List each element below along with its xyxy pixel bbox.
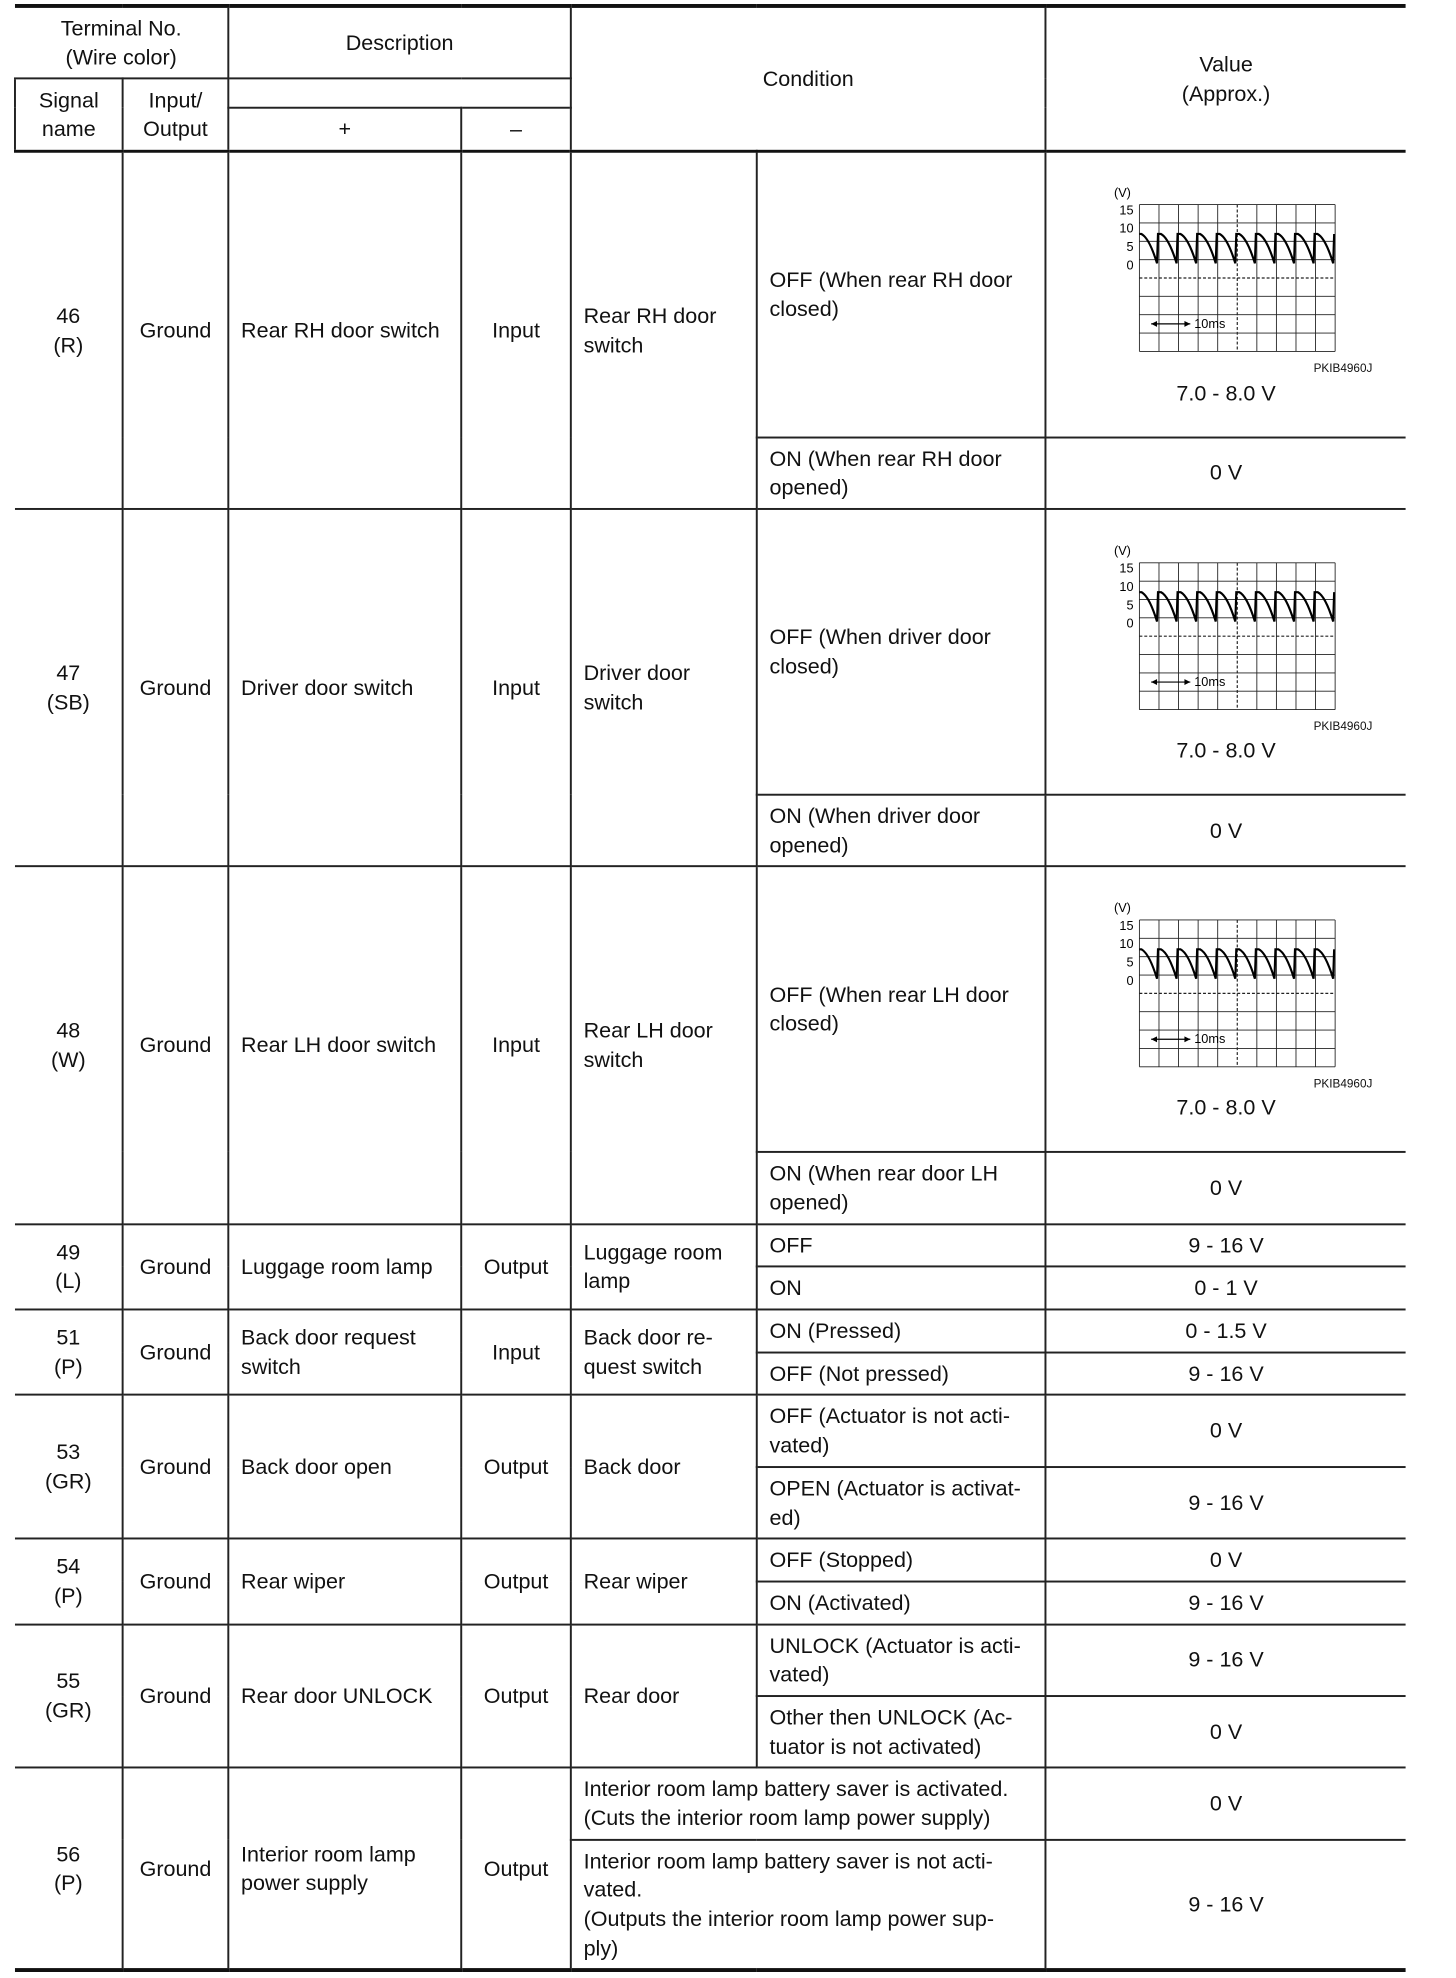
waveform-ref-code: PKIB4960J	[1313, 718, 1373, 733]
signal-name: Back door request switch	[228, 1310, 461, 1396]
value-cell	[1046, 1267, 1406, 1310]
terminal-number: 49 (L)	[15, 1224, 123, 1310]
time-arrow-head	[1151, 321, 1157, 327]
value-cell	[1046, 437, 1406, 509]
terminal-number: 56 (P)	[15, 1768, 123, 1971]
condition-state: OFF (Stopped)	[757, 1539, 1046, 1582]
waveform-y-tick: 5	[1126, 239, 1134, 255]
condition-component: Rear wiper	[571, 1539, 757, 1625]
time-arrow-head	[1184, 1036, 1190, 1042]
terminal-number: 53 (GR)	[15, 1395, 123, 1539]
value-text: 9 - 16 V	[1188, 1361, 1264, 1386]
value-text: 7.0 - 8.0 V	[1176, 1095, 1276, 1120]
value-cell	[1046, 1352, 1406, 1395]
header-value: Value (Approx.)	[1046, 6, 1406, 151]
value-cell	[1046, 509, 1406, 795]
value-cell	[1046, 1152, 1406, 1224]
condition-component: Luggage room lamp	[571, 1224, 757, 1310]
header-minus: –	[461, 108, 571, 151]
condition-component: Back door re- quest switch	[571, 1310, 757, 1396]
value-text: 0 V	[1209, 1791, 1243, 1816]
value-text: 9 - 16 V	[1188, 1647, 1264, 1672]
ground-terminal: Ground	[123, 1768, 229, 1971]
condition-component: Driver door switch	[571, 509, 757, 867]
value-cell	[1046, 1768, 1406, 1840]
waveform-y-tick: 15	[1118, 560, 1134, 576]
value-text: 0 - 1.5 V	[1185, 1318, 1267, 1343]
waveform-y-tick: 10	[1118, 935, 1134, 951]
header-description: Description	[228, 6, 571, 79]
signal-name: Luggage room lamp	[228, 1224, 461, 1310]
header-terminal: Terminal No. (Wire color)	[15, 6, 228, 79]
condition-state: Other then UNLOCK (Ac- tuator is not activated)	[757, 1696, 1046, 1768]
table-row	[15, 151, 1406, 437]
terminal-number: 47 (SB)	[15, 509, 123, 867]
waveform-ref-code: PKIB4960J	[1313, 361, 1373, 376]
input-output: Input	[461, 866, 571, 1224]
ground-terminal: Ground	[123, 1539, 229, 1625]
waveform-y-tick: 0	[1126, 615, 1134, 631]
value-text: 0 V	[1209, 1418, 1243, 1443]
time-arrow-head	[1151, 1036, 1157, 1042]
waveform-unit-label: (V)	[1113, 900, 1131, 916]
ground-terminal: Ground	[123, 1224, 229, 1310]
input-output: Output	[461, 1768, 571, 1971]
condition-component: Rear RH door switch	[571, 151, 757, 509]
value-cell	[1046, 1224, 1406, 1267]
terminal-table	[14, 4, 1406, 1972]
condition-state: ON	[757, 1267, 1046, 1310]
table-row	[15, 1224, 1406, 1267]
condition-state: ON (When rear door LH opened)	[757, 1152, 1046, 1224]
value-text: 0 V	[1209, 1547, 1243, 1572]
ground-terminal: Ground	[123, 1395, 229, 1539]
condition-state: OFF (When rear LH door closed)	[757, 866, 1046, 1152]
terminal-number: 54 (P)	[15, 1539, 123, 1625]
waveform-unit-label: (V)	[1113, 542, 1131, 558]
terminal-number: 46 (R)	[15, 151, 123, 509]
value-cell	[1046, 795, 1406, 867]
signal-name: Rear wiper	[228, 1539, 461, 1625]
waveform-y-tick: 15	[1118, 202, 1134, 218]
input-output: Output	[461, 1395, 571, 1539]
header-io: Input/ Output	[123, 79, 229, 152]
waveform-time-label: 10ms	[1193, 316, 1225, 332]
table-row	[15, 1310, 1406, 1353]
waveform-ref-code: PKIB4960J	[1313, 1076, 1373, 1091]
signal-name: Back door open	[228, 1395, 461, 1539]
value-cell	[1046, 1395, 1406, 1467]
condition-state: OFF (Actuator is not acti- vated)	[757, 1395, 1046, 1467]
waveform-graph	[1104, 896, 1349, 1071]
waveform-time-label: 10ms	[1193, 1031, 1225, 1047]
signal-name: Rear door UNLOCK	[228, 1624, 461, 1768]
condition-state: Interior room lamp battery saver is activated. (Cuts the interior room lamp power supply)	[571, 1768, 1046, 1840]
input-output: Output	[461, 1224, 571, 1310]
value-cell	[1046, 1539, 1406, 1582]
waveform-y-tick: 0	[1126, 257, 1134, 273]
table-row	[15, 509, 1406, 795]
ground-terminal: Ground	[123, 151, 229, 509]
condition-state: ON (Activated)	[757, 1581, 1046, 1624]
ground-terminal: Ground	[123, 509, 229, 867]
value-text: 9 - 16 V	[1188, 1590, 1264, 1615]
waveform-y-tick: 15	[1118, 917, 1134, 933]
condition-state: ON (When driver door opened)	[757, 795, 1046, 867]
value-cell	[1046, 1310, 1406, 1353]
table-row	[15, 1395, 1406, 1467]
input-output: Input	[461, 151, 571, 509]
condition-state: OFF	[757, 1224, 1046, 1267]
table-row	[15, 1624, 1406, 1696]
value-cell	[1046, 1467, 1406, 1539]
waveform-y-tick: 10	[1118, 578, 1134, 594]
table-row	[15, 866, 1406, 1152]
value-text: 0 V	[1209, 1719, 1243, 1744]
value-text: 7.0 - 8.0 V	[1176, 380, 1276, 405]
time-arrow-head	[1184, 321, 1190, 327]
input-output: Input	[461, 509, 571, 867]
header-condition: Condition	[571, 6, 1046, 151]
input-output: Input	[461, 1310, 571, 1396]
condition-state: ON (When rear RH door opened)	[757, 437, 1046, 509]
value-text: 7.0 - 8.0 V	[1176, 737, 1276, 763]
value-text: 0 V	[1209, 460, 1243, 485]
condition-state: OFF (When driver door closed)	[757, 509, 1046, 795]
value-cell	[1046, 866, 1406, 1152]
value-cell	[1046, 1581, 1406, 1624]
value-cell	[1046, 1840, 1406, 1971]
value-cell	[1046, 151, 1406, 437]
table-row	[15, 1768, 1406, 1840]
waveform-graph	[1104, 181, 1349, 356]
input-output: Output	[461, 1539, 571, 1625]
signal-name: Rear RH door switch	[228, 151, 461, 509]
ground-terminal: Ground	[123, 866, 229, 1224]
condition-component: Rear door	[571, 1624, 757, 1768]
table-header	[15, 6, 1406, 151]
waveform-y-tick: 5	[1126, 596, 1134, 612]
value-text: 9 - 16 V	[1188, 1490, 1264, 1515]
waveform-unit-label: (V)	[1113, 185, 1131, 201]
header-signal: Signal name	[15, 79, 123, 152]
waveform-time-label: 10ms	[1193, 673, 1225, 689]
header-plus: +	[228, 108, 461, 151]
condition-state: ON (Pressed)	[757, 1310, 1046, 1353]
value-cell	[1046, 1696, 1406, 1768]
terminal-number: 48 (W)	[15, 866, 123, 1224]
condition-state: OFF (Not pressed)	[757, 1352, 1046, 1395]
value-cell	[1046, 1624, 1406, 1696]
value-text: 9 - 16 V	[1188, 1891, 1264, 1917]
value-text: 0 V	[1209, 1175, 1243, 1201]
value-text: 9 - 16 V	[1188, 1232, 1264, 1258]
condition-state: Interior room lamp battery saver is not acti- vated. (Outputs the interior room lamp power sup- ply)	[571, 1840, 1046, 1971]
waveform-y-tick: 0	[1126, 972, 1134, 988]
condition-state: UNLOCK (Actuator is acti- vated)	[757, 1624, 1046, 1696]
signal-name: Rear LH door switch	[228, 866, 461, 1224]
signal-name: Driver door switch	[228, 509, 461, 867]
ground-terminal: Ground	[123, 1624, 229, 1768]
waveform-y-tick: 5	[1126, 954, 1134, 970]
ground-terminal: Ground	[123, 1310, 229, 1396]
condition-state: OFF (When rear RH door closed)	[757, 151, 1046, 437]
document-page	[14, 4, 1406, 1972]
value-text: 0 - 1 V	[1194, 1275, 1258, 1301]
table-body	[15, 151, 1406, 1970]
time-arrow-head	[1151, 679, 1157, 685]
waveform-y-tick: 10	[1118, 221, 1134, 237]
condition-state: OPEN (Actuator is activat- ed)	[757, 1467, 1046, 1539]
waveform-graph	[1104, 539, 1349, 714]
signal-name: Interior room lamp power supply	[228, 1768, 461, 1971]
terminal-number: 55 (GR)	[15, 1624, 123, 1768]
input-output: Output	[461, 1624, 571, 1768]
condition-component: Rear LH door switch	[571, 866, 757, 1224]
terminal-number: 51 (P)	[15, 1310, 123, 1396]
time-arrow-head	[1184, 679, 1190, 685]
table-row	[15, 1539, 1406, 1582]
value-text: 0 V	[1209, 817, 1243, 843]
condition-component: Back door	[571, 1395, 757, 1539]
